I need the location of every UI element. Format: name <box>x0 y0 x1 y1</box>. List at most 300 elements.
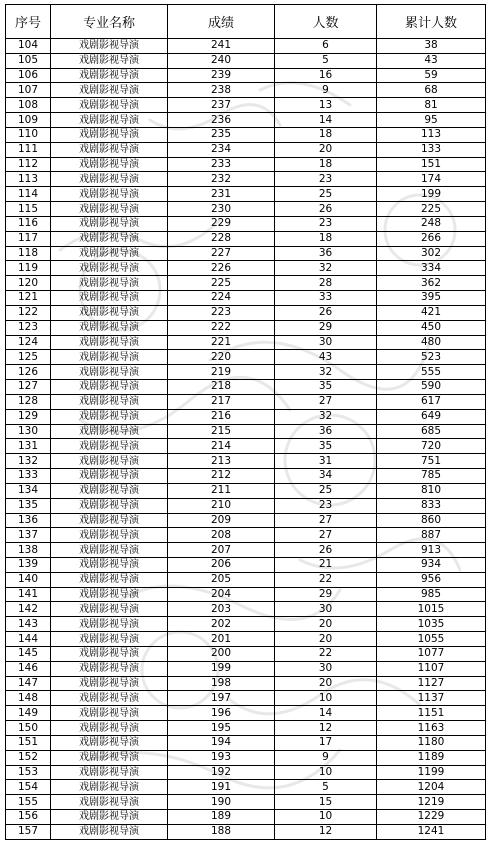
cell-index: 136 <box>6 513 51 528</box>
table-row <box>6 305 486 320</box>
cell-cumulative: 685 <box>377 424 486 439</box>
cell-index: 144 <box>6 632 51 647</box>
cell-score: 208 <box>168 528 275 543</box>
table-row <box>6 127 486 142</box>
cell-cumulative: 1055 <box>377 632 486 647</box>
cell-index: 132 <box>6 454 51 469</box>
table-row <box>6 439 486 454</box>
cell-cumulative: 751 <box>377 454 486 469</box>
cell-score: 209 <box>168 513 275 528</box>
table-row <box>6 409 486 424</box>
cell-count: 21 <box>275 557 377 572</box>
cell-count: 25 <box>275 187 377 202</box>
table-row <box>6 157 486 172</box>
cell-count: 18 <box>275 231 377 246</box>
cell-count: 30 <box>275 335 377 350</box>
cell-cumulative: 302 <box>377 246 486 261</box>
cell-count: 23 <box>275 498 377 513</box>
cell-index: 134 <box>6 483 51 498</box>
cell-count: 26 <box>275 543 377 558</box>
cell-score: 229 <box>168 216 275 231</box>
cell-score: 240 <box>168 53 275 68</box>
cell-major: 戏剧影视导演 <box>51 483 168 498</box>
cell-count: 29 <box>275 587 377 602</box>
cell-index: 120 <box>6 276 51 291</box>
cell-score: 202 <box>168 617 275 632</box>
table-row <box>6 617 486 632</box>
cell-major: 戏剧影视导演 <box>51 172 168 187</box>
cell-index: 117 <box>6 231 51 246</box>
cell-index: 149 <box>6 706 51 721</box>
cell-index: 116 <box>6 216 51 231</box>
cell-cumulative: 225 <box>377 202 486 217</box>
header-major: 专业名称 <box>51 5 168 39</box>
cell-index: 104 <box>6 39 51 54</box>
cell-index: 109 <box>6 113 51 128</box>
table-row <box>6 187 486 202</box>
cell-count: 15 <box>275 795 377 810</box>
cell-score: 237 <box>168 98 275 113</box>
cell-score: 200 <box>168 646 275 661</box>
table-row <box>6 454 486 469</box>
cell-index: 112 <box>6 157 51 172</box>
cell-major: 戏剧影视导演 <box>51 691 168 706</box>
cell-score: 193 <box>168 750 275 765</box>
cell-cumulative: 1137 <box>377 691 486 706</box>
cell-count: 31 <box>275 454 377 469</box>
cell-cumulative: 1077 <box>377 646 486 661</box>
cell-score: 194 <box>168 735 275 750</box>
cell-major: 戏剧影视导演 <box>51 439 168 454</box>
cell-cumulative: 199 <box>377 187 486 202</box>
cell-major: 戏剧影视导演 <box>51 661 168 676</box>
cell-major: 戏剧影视导演 <box>51 98 168 113</box>
cell-major: 戏剧影视导演 <box>51 68 168 83</box>
cell-count: 5 <box>275 780 377 795</box>
cell-major: 戏剧影视导演 <box>51 454 168 469</box>
cell-score: 221 <box>168 335 275 350</box>
cell-cumulative: 174 <box>377 172 486 187</box>
cell-score: 234 <box>168 142 275 157</box>
cell-score: 196 <box>168 706 275 721</box>
cell-cumulative: 1163 <box>377 721 486 736</box>
cell-score: 239 <box>168 68 275 83</box>
cell-cumulative: 395 <box>377 291 486 306</box>
cell-index: 139 <box>6 557 51 572</box>
cell-cumulative: 1107 <box>377 661 486 676</box>
cell-major: 戏剧影视导演 <box>51 83 168 98</box>
table-row <box>6 231 486 246</box>
cell-cumulative: 421 <box>377 305 486 320</box>
cell-score: 205 <box>168 572 275 587</box>
cell-cumulative: 81 <box>377 98 486 113</box>
cell-cumulative: 1180 <box>377 735 486 750</box>
cell-index: 129 <box>6 409 51 424</box>
cell-major: 戏剧影视导演 <box>51 291 168 306</box>
cell-cumulative: 1127 <box>377 676 486 691</box>
table-row <box>6 380 486 395</box>
cell-major: 戏剧影视导演 <box>51 602 168 617</box>
cell-count: 36 <box>275 424 377 439</box>
cell-cumulative: 555 <box>377 365 486 380</box>
cell-count: 6 <box>275 39 377 54</box>
cell-score: 217 <box>168 394 275 409</box>
cell-index: 108 <box>6 98 51 113</box>
cell-index: 153 <box>6 765 51 780</box>
cell-score: 211 <box>168 483 275 498</box>
cell-cumulative: 956 <box>377 572 486 587</box>
cell-cumulative: 649 <box>377 409 486 424</box>
cell-count: 29 <box>275 320 377 335</box>
cell-major: 戏剧影视导演 <box>51 676 168 691</box>
cell-index: 114 <box>6 187 51 202</box>
cell-count: 13 <box>275 98 377 113</box>
cell-major: 戏剧影视导演 <box>51 246 168 261</box>
cell-index: 150 <box>6 721 51 736</box>
cell-count: 32 <box>275 409 377 424</box>
cell-index: 122 <box>6 305 51 320</box>
cell-score: 201 <box>168 632 275 647</box>
cell-score: 228 <box>168 231 275 246</box>
cell-score: 207 <box>168 543 275 558</box>
table-row <box>6 513 486 528</box>
cell-count: 20 <box>275 676 377 691</box>
table-row <box>6 810 486 825</box>
cell-major: 戏剧影视导演 <box>51 335 168 350</box>
cell-score: 204 <box>168 587 275 602</box>
cell-cumulative: 151 <box>377 157 486 172</box>
cell-score: 230 <box>168 202 275 217</box>
cell-count: 32 <box>275 365 377 380</box>
cell-major: 戏剧影视导演 <box>51 780 168 795</box>
cell-index: 131 <box>6 439 51 454</box>
cell-count: 32 <box>275 261 377 276</box>
table-row <box>6 602 486 617</box>
cell-cumulative: 913 <box>377 543 486 558</box>
table-row <box>6 350 486 365</box>
table-row <box>6 202 486 217</box>
cell-score: 216 <box>168 409 275 424</box>
cell-count: 14 <box>275 706 377 721</box>
table-row <box>6 424 486 439</box>
cell-cumulative: 523 <box>377 350 486 365</box>
table-row <box>6 469 486 484</box>
cell-count: 35 <box>275 380 377 395</box>
cell-major: 戏剧影视导演 <box>51 365 168 380</box>
cell-score: 219 <box>168 365 275 380</box>
table-row <box>6 172 486 187</box>
table-row <box>6 706 486 721</box>
cell-index: 138 <box>6 543 51 558</box>
table-row <box>6 291 486 306</box>
cell-cumulative: 887 <box>377 528 486 543</box>
cell-count: 30 <box>275 602 377 617</box>
cell-major: 戏剧影视导演 <box>51 380 168 395</box>
cell-score: 225 <box>168 276 275 291</box>
table-row <box>6 53 486 68</box>
cell-score: 191 <box>168 780 275 795</box>
cell-major: 戏剧影视导演 <box>51 646 168 661</box>
cell-index: 154 <box>6 780 51 795</box>
cell-index: 147 <box>6 676 51 691</box>
cell-index: 113 <box>6 172 51 187</box>
table-row <box>6 750 486 765</box>
cell-score: 213 <box>168 454 275 469</box>
cell-major: 戏剧影视导演 <box>51 127 168 142</box>
cell-score: 223 <box>168 305 275 320</box>
cell-major: 戏剧影视导演 <box>51 632 168 647</box>
cell-index: 152 <box>6 750 51 765</box>
cell-score: 215 <box>168 424 275 439</box>
cell-score: 233 <box>168 157 275 172</box>
cell-index: 130 <box>6 424 51 439</box>
cell-score: 206 <box>168 557 275 572</box>
cell-major: 戏剧影视导演 <box>51 528 168 543</box>
cell-major: 戏剧影视导演 <box>51 795 168 810</box>
cell-score: 199 <box>168 661 275 676</box>
cell-major: 戏剧影视导演 <box>51 305 168 320</box>
cell-major: 戏剧影视导演 <box>51 216 168 231</box>
cell-count: 43 <box>275 350 377 365</box>
cell-count: 27 <box>275 513 377 528</box>
cell-count: 9 <box>275 750 377 765</box>
cell-major: 戏剧影视导演 <box>51 53 168 68</box>
cell-major: 戏剧影视导演 <box>51 231 168 246</box>
table-row <box>6 98 486 113</box>
cell-score: 236 <box>168 113 275 128</box>
cell-cumulative: 1015 <box>377 602 486 617</box>
cell-count: 28 <box>275 276 377 291</box>
table-row <box>6 394 486 409</box>
cell-count: 23 <box>275 172 377 187</box>
cell-cumulative: 38 <box>377 39 486 54</box>
cell-index: 107 <box>6 83 51 98</box>
cell-score: 220 <box>168 350 275 365</box>
cell-count: 9 <box>275 83 377 98</box>
cell-cumulative: 860 <box>377 513 486 528</box>
cell-index: 124 <box>6 335 51 350</box>
table-body <box>6 39 486 840</box>
cell-index: 142 <box>6 602 51 617</box>
cell-count: 12 <box>275 721 377 736</box>
cell-score: 188 <box>168 824 275 839</box>
cell-major: 戏剧影视导演 <box>51 320 168 335</box>
cell-score: 210 <box>168 498 275 513</box>
table-header-row <box>6 5 486 39</box>
cell-cumulative: 617 <box>377 394 486 409</box>
cell-major: 戏剧影视导演 <box>51 543 168 558</box>
cell-major: 戏剧影视导演 <box>51 587 168 602</box>
cell-cumulative: 450 <box>377 320 486 335</box>
table-row <box>6 676 486 691</box>
table-row <box>6 142 486 157</box>
cell-count: 20 <box>275 617 377 632</box>
cell-cumulative: 1189 <box>377 750 486 765</box>
table-row <box>6 735 486 750</box>
header-index: 序号 <box>6 5 51 39</box>
cell-score: 198 <box>168 676 275 691</box>
cell-major: 戏剧影视导演 <box>51 39 168 54</box>
header-cumulative: 累计人数 <box>377 5 486 39</box>
cell-cumulative: 833 <box>377 498 486 513</box>
cell-index: 110 <box>6 127 51 142</box>
cell-major: 戏剧影视导演 <box>51 276 168 291</box>
cell-index: 145 <box>6 646 51 661</box>
cell-cumulative: 1035 <box>377 617 486 632</box>
cell-cumulative: 810 <box>377 483 486 498</box>
cell-cumulative: 95 <box>377 113 486 128</box>
cell-count: 30 <box>275 661 377 676</box>
cell-index: 127 <box>6 380 51 395</box>
table-row <box>6 795 486 810</box>
cell-cumulative: 1241 <box>377 824 486 839</box>
cell-index: 151 <box>6 735 51 750</box>
cell-index: 148 <box>6 691 51 706</box>
cell-count: 10 <box>275 810 377 825</box>
cell-score: 192 <box>168 765 275 780</box>
cell-count: 22 <box>275 646 377 661</box>
cell-major: 戏剧影视导演 <box>51 572 168 587</box>
cell-count: 26 <box>275 202 377 217</box>
cell-major: 戏剧影视导演 <box>51 765 168 780</box>
cell-index: 126 <box>6 365 51 380</box>
cell-major: 戏剧影视导演 <box>51 409 168 424</box>
cell-count: 17 <box>275 735 377 750</box>
cell-cumulative: 720 <box>377 439 486 454</box>
table-row <box>6 721 486 736</box>
cell-major: 戏剧影视导演 <box>51 721 168 736</box>
cell-major: 戏剧影视导演 <box>51 617 168 632</box>
cell-score: 195 <box>168 721 275 736</box>
table-row <box>6 216 486 231</box>
cell-count: 25 <box>275 483 377 498</box>
cell-index: 155 <box>6 795 51 810</box>
cell-cumulative: 334 <box>377 261 486 276</box>
cell-major: 戏剧影视导演 <box>51 750 168 765</box>
table-row <box>6 557 486 572</box>
cell-index: 140 <box>6 572 51 587</box>
cell-major: 戏剧影视导演 <box>51 513 168 528</box>
cell-score: 232 <box>168 172 275 187</box>
cell-index: 123 <box>6 320 51 335</box>
cell-cumulative: 43 <box>377 53 486 68</box>
cell-cumulative: 934 <box>377 557 486 572</box>
cell-major: 戏剧影视导演 <box>51 469 168 484</box>
cell-index: 125 <box>6 350 51 365</box>
cell-score: 218 <box>168 380 275 395</box>
table-row <box>6 365 486 380</box>
cell-major: 戏剧影视导演 <box>51 557 168 572</box>
cell-cumulative: 1204 <box>377 780 486 795</box>
table-row <box>6 691 486 706</box>
cell-major: 戏剧影视导演 <box>51 350 168 365</box>
cell-score: 224 <box>168 291 275 306</box>
cell-cumulative: 248 <box>377 216 486 231</box>
cell-cumulative: 985 <box>377 587 486 602</box>
cell-score: 197 <box>168 691 275 706</box>
table-row <box>6 246 486 261</box>
table-row <box>6 335 486 350</box>
cell-major: 戏剧影视导演 <box>51 157 168 172</box>
cell-index: 106 <box>6 68 51 83</box>
cell-major: 戏剧影视导演 <box>51 498 168 513</box>
cell-major: 戏剧影视导演 <box>51 735 168 750</box>
cell-index: 111 <box>6 142 51 157</box>
header-count: 人数 <box>275 5 377 39</box>
table-row <box>6 276 486 291</box>
cell-score: 241 <box>168 39 275 54</box>
table-row <box>6 39 486 54</box>
table-row <box>6 646 486 661</box>
table-row <box>6 572 486 587</box>
cell-count: 22 <box>275 572 377 587</box>
cell-score: 235 <box>168 127 275 142</box>
cell-count: 36 <box>275 246 377 261</box>
cell-count: 12 <box>275 824 377 839</box>
table-row <box>6 632 486 647</box>
cell-count: 34 <box>275 469 377 484</box>
cell-index: 137 <box>6 528 51 543</box>
table-row <box>6 68 486 83</box>
table-row <box>6 83 486 98</box>
cell-count: 35 <box>275 439 377 454</box>
cell-score: 222 <box>168 320 275 335</box>
cell-major: 戏剧影视导演 <box>51 424 168 439</box>
cell-cumulative: 785 <box>377 469 486 484</box>
table-row <box>6 587 486 602</box>
cell-score: 212 <box>168 469 275 484</box>
cell-index: 156 <box>6 810 51 825</box>
cell-cumulative: 1229 <box>377 810 486 825</box>
cell-index: 121 <box>6 291 51 306</box>
cell-count: 33 <box>275 291 377 306</box>
cell-index: 143 <box>6 617 51 632</box>
table-row <box>6 113 486 128</box>
cell-count: 10 <box>275 765 377 780</box>
score-distribution-table <box>5 4 486 840</box>
cell-index: 133 <box>6 469 51 484</box>
table-row <box>6 528 486 543</box>
cell-count: 20 <box>275 632 377 647</box>
cell-count: 27 <box>275 394 377 409</box>
cell-score: 226 <box>168 261 275 276</box>
cell-count: 20 <box>275 142 377 157</box>
cell-major: 戏剧影视导演 <box>51 202 168 217</box>
table-row <box>6 320 486 335</box>
cell-count: 23 <box>275 216 377 231</box>
cell-count: 14 <box>275 113 377 128</box>
cell-score: 203 <box>168 602 275 617</box>
cell-cumulative: 266 <box>377 231 486 246</box>
cell-major: 戏剧影视导演 <box>51 187 168 202</box>
cell-major: 戏剧影视导演 <box>51 261 168 276</box>
cell-cumulative: 362 <box>377 276 486 291</box>
table-row <box>6 824 486 839</box>
cell-cumulative: 1199 <box>377 765 486 780</box>
cell-major: 戏剧影视导演 <box>51 810 168 825</box>
cell-cumulative: 113 <box>377 127 486 142</box>
cell-count: 10 <box>275 691 377 706</box>
cell-major: 戏剧影视导演 <box>51 394 168 409</box>
cell-score: 227 <box>168 246 275 261</box>
cell-count: 18 <box>275 127 377 142</box>
cell-index: 141 <box>6 587 51 602</box>
cell-major: 戏剧影视导演 <box>51 824 168 839</box>
cell-score: 189 <box>168 810 275 825</box>
cell-cumulative: 133 <box>377 142 486 157</box>
cell-score: 214 <box>168 439 275 454</box>
cell-score: 190 <box>168 795 275 810</box>
